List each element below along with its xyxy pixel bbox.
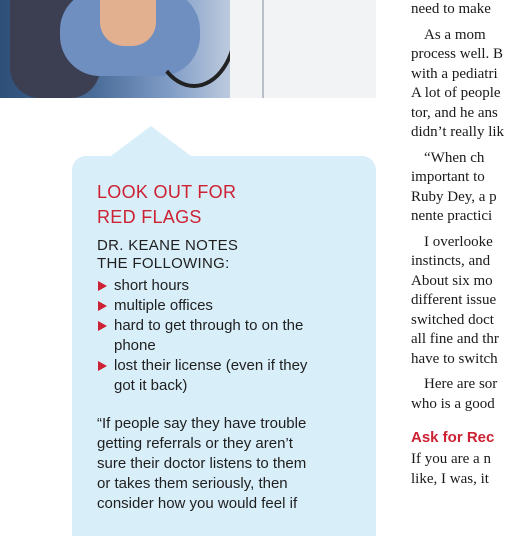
article-line: have to switch xyxy=(411,350,498,367)
article-line: process well. B xyxy=(411,46,504,62)
sidebar-subheading-line: DR. KEANE NOTES xyxy=(97,237,239,254)
quote-line: sure their doctor listens to them xyxy=(97,455,307,472)
article-line: different issue xyxy=(411,292,497,308)
article-line: I overlooke xyxy=(424,233,493,250)
article-line: tor, and he ans xyxy=(411,104,498,121)
sidebar-heading-line: RED FLAGS xyxy=(97,207,202,227)
article-line: nente practici xyxy=(411,208,493,224)
sidebar-quote xyxy=(97,414,359,514)
bullet-arrow-icon xyxy=(98,321,107,331)
article-line: If you are a n xyxy=(411,451,491,467)
quote-line: or takes them seriously, then xyxy=(97,475,288,492)
list-item xyxy=(97,356,357,396)
article-line: didn’t really lik xyxy=(411,124,505,140)
article-line: important to xyxy=(411,169,485,185)
list-item-text: short hours xyxy=(114,277,190,294)
article-line: Ruby Dey, a p xyxy=(411,188,497,205)
article-line: like, I was, it xyxy=(411,470,489,487)
list-item xyxy=(97,276,357,296)
red-flags-list xyxy=(97,276,357,396)
list-item-text: got it back) xyxy=(114,377,188,394)
quote-line: getting referrals or they aren’t xyxy=(97,435,293,452)
article-line: A lot of people xyxy=(411,85,501,101)
article-line: Here are sor xyxy=(424,376,498,392)
sidebar-subheading-line: THE FOLLOWING: xyxy=(97,255,230,272)
bullet-arrow-icon xyxy=(98,361,107,371)
article-line: About six mo xyxy=(411,272,493,289)
quote-line: “If people say they have trouble xyxy=(97,415,307,432)
article-line: with a pediatri xyxy=(411,65,498,82)
list-item xyxy=(97,316,357,356)
article-line: As a mom xyxy=(424,26,486,43)
list-item-text: multiple offices xyxy=(114,297,213,314)
photo-hand xyxy=(100,0,156,46)
quote-line: consider how you would feel if xyxy=(97,495,298,512)
sidebar-pointer xyxy=(111,126,191,156)
article-line: switched doct xyxy=(411,311,494,328)
sidebar-heading xyxy=(97,180,367,230)
bullet-arrow-icon xyxy=(98,301,107,311)
photo-coat-seam xyxy=(262,0,264,98)
list-item xyxy=(97,296,357,316)
bullet-arrow-icon xyxy=(98,281,107,291)
list-item-text: phone xyxy=(114,337,156,354)
article-column xyxy=(411,0,512,489)
article-line: instincts, and xyxy=(411,253,491,269)
article-line: “When ch xyxy=(424,149,485,166)
article-line: all fine and thr xyxy=(411,331,499,347)
list-item-text: hard to get through to on the xyxy=(114,317,304,334)
photo-doctor-coat xyxy=(230,0,376,98)
article-subheading: Ask for Rec xyxy=(411,429,495,446)
list-item-text: lost their license (even if they xyxy=(114,357,308,374)
sidebar-subheading xyxy=(97,237,367,273)
article-line: who is a good xyxy=(411,395,495,412)
doctor-child-photo xyxy=(0,0,376,98)
sidebar-heading-line: LOOK OUT FOR xyxy=(97,182,237,202)
article-line: need to make xyxy=(411,1,491,17)
